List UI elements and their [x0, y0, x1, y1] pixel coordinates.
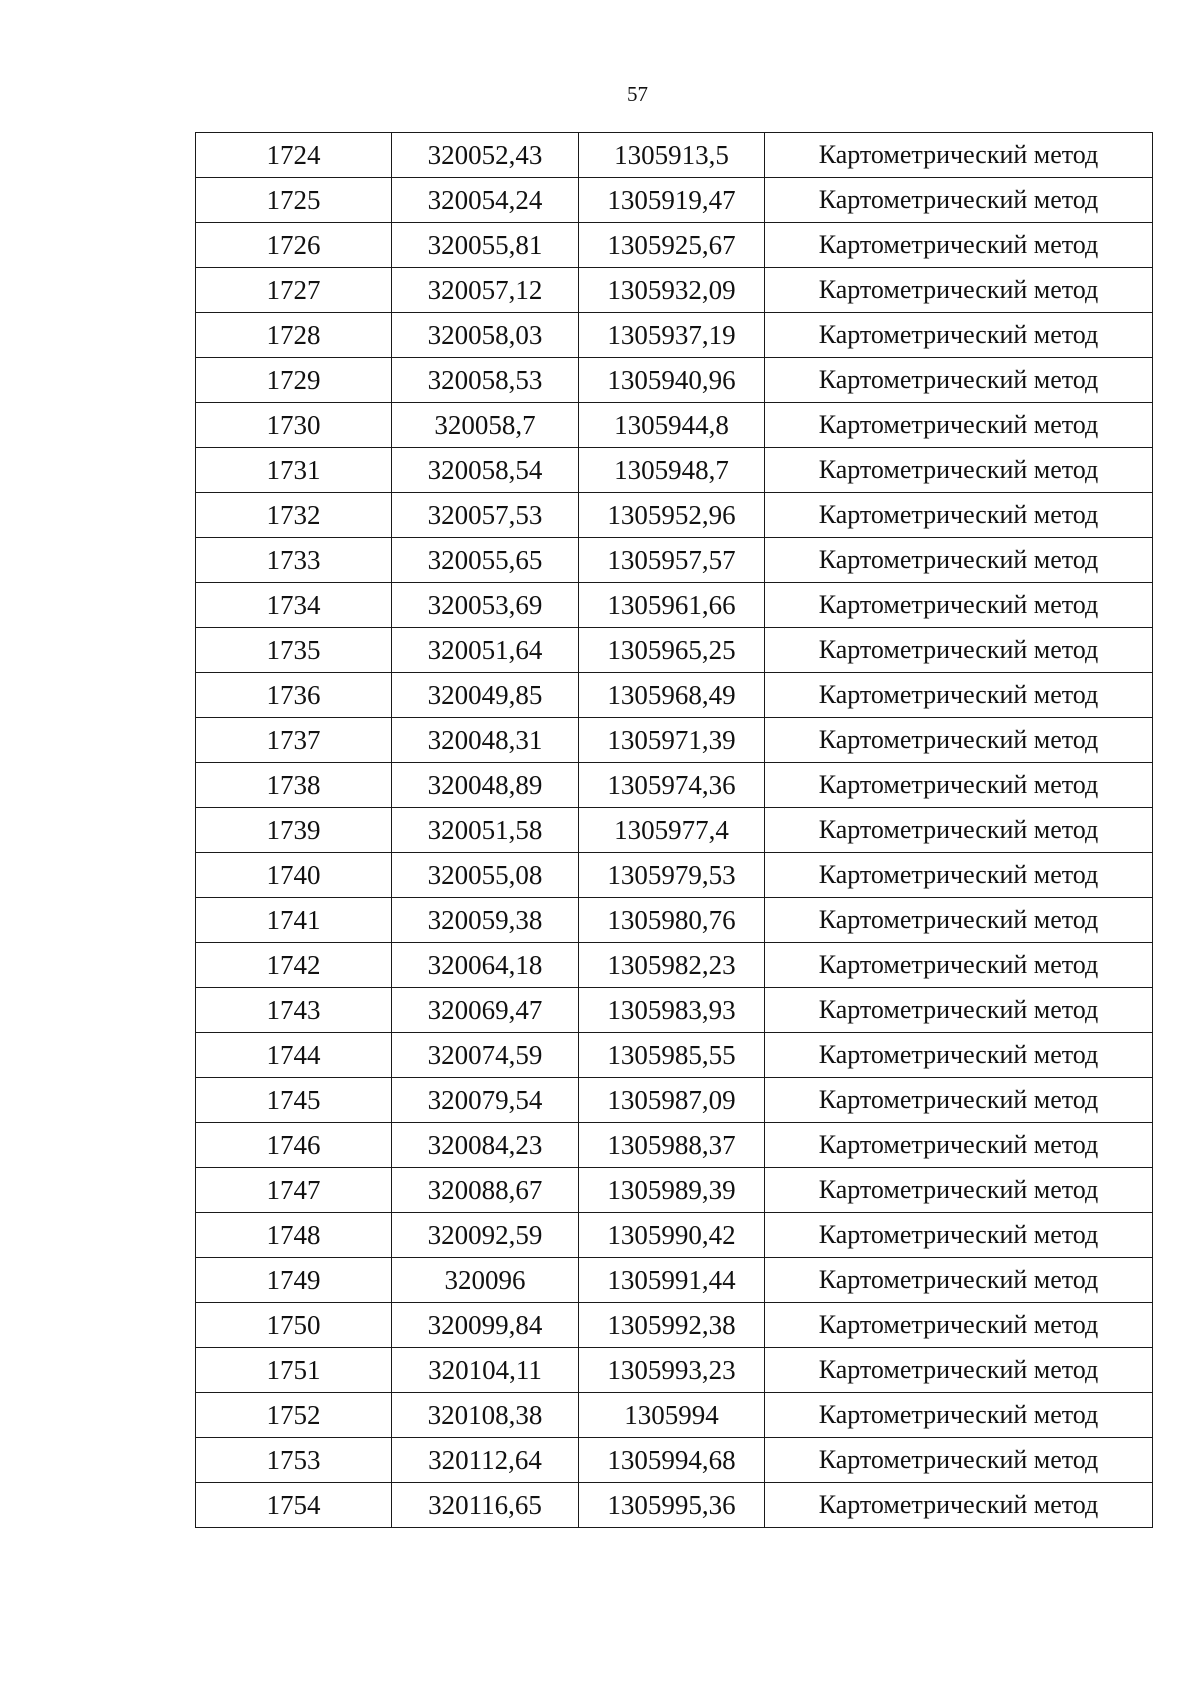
x-coordinate-cell: 320057,12	[392, 268, 579, 313]
method-cell: Картометрический метод	[765, 1078, 1153, 1123]
method-cell: Картометрический метод	[765, 178, 1153, 223]
point-number-cell: 1726	[196, 223, 392, 268]
point-number-cell: 1743	[196, 988, 392, 1033]
point-number-cell: 1750	[196, 1303, 392, 1348]
method-cell: Картометрический метод	[765, 673, 1153, 718]
table-row	[196, 898, 1153, 943]
table-row	[196, 178, 1153, 223]
method-cell: Картометрический метод	[765, 1213, 1153, 1258]
method-cell: Картометрический метод	[765, 1258, 1153, 1303]
method-cell: Картометрический метод	[765, 1168, 1153, 1213]
y-coordinate-cell: 1305952,96	[579, 493, 765, 538]
table-row	[196, 1438, 1153, 1483]
x-coordinate-cell: 320099,84	[392, 1303, 579, 1348]
y-coordinate-cell: 1305919,47	[579, 178, 765, 223]
y-coordinate-cell: 1305993,23	[579, 1348, 765, 1393]
point-number-cell: 1734	[196, 583, 392, 628]
x-coordinate-cell: 320058,7	[392, 403, 579, 448]
method-cell: Картометрический метод	[765, 763, 1153, 808]
point-number-cell: 1736	[196, 673, 392, 718]
method-cell: Картометрический метод	[765, 1303, 1153, 1348]
method-cell: Картометрический метод	[765, 1123, 1153, 1168]
y-coordinate-cell: 1305991,44	[579, 1258, 765, 1303]
table-row	[196, 1258, 1153, 1303]
point-number-cell: 1733	[196, 538, 392, 583]
point-number-cell: 1741	[196, 898, 392, 943]
point-number-cell: 1728	[196, 313, 392, 358]
table-row	[196, 943, 1153, 988]
point-number-cell: 1739	[196, 808, 392, 853]
point-number-cell: 1738	[196, 763, 392, 808]
x-coordinate-cell: 320096	[392, 1258, 579, 1303]
x-coordinate-cell: 320104,11	[392, 1348, 579, 1393]
point-number-cell: 1749	[196, 1258, 392, 1303]
x-coordinate-cell: 320059,38	[392, 898, 579, 943]
y-coordinate-cell: 1305925,67	[579, 223, 765, 268]
method-cell: Картометрический метод	[765, 313, 1153, 358]
table-row	[196, 268, 1153, 313]
point-number-cell: 1747	[196, 1168, 392, 1213]
method-cell: Картометрический метод	[765, 628, 1153, 673]
x-coordinate-cell: 320092,59	[392, 1213, 579, 1258]
table-row	[196, 853, 1153, 898]
y-coordinate-cell: 1305990,42	[579, 1213, 765, 1258]
table-row	[196, 673, 1153, 718]
y-coordinate-cell: 1305988,37	[579, 1123, 765, 1168]
y-coordinate-cell: 1305940,96	[579, 358, 765, 403]
y-coordinate-cell: 1305989,39	[579, 1168, 765, 1213]
y-coordinate-cell: 1305992,38	[579, 1303, 765, 1348]
x-coordinate-cell: 320058,53	[392, 358, 579, 403]
table-row	[196, 1033, 1153, 1078]
y-coordinate-cell: 1305979,53	[579, 853, 765, 898]
y-coordinate-cell: 1305913,5	[579, 133, 765, 178]
x-coordinate-cell: 320079,54	[392, 1078, 579, 1123]
page-number: 57	[627, 82, 648, 106]
table-row	[196, 358, 1153, 403]
table-row	[196, 538, 1153, 583]
x-coordinate-cell: 320069,47	[392, 988, 579, 1033]
y-coordinate-cell: 1305977,4	[579, 808, 765, 853]
method-cell: Картометрический метод	[765, 1438, 1153, 1483]
table-row	[196, 988, 1153, 1033]
x-coordinate-cell: 320055,08	[392, 853, 579, 898]
table-row	[196, 223, 1153, 268]
y-coordinate-cell: 1305982,23	[579, 943, 765, 988]
method-cell: Картометрический метод	[765, 403, 1153, 448]
table-row	[196, 628, 1153, 673]
y-coordinate-cell: 1305994	[579, 1393, 765, 1438]
point-number-cell: 1732	[196, 493, 392, 538]
y-coordinate-cell: 1305937,19	[579, 313, 765, 358]
point-number-cell: 1725	[196, 178, 392, 223]
method-cell: Картометрический метод	[765, 853, 1153, 898]
coordinates-table	[195, 132, 1153, 1528]
y-coordinate-cell: 1305983,93	[579, 988, 765, 1033]
y-coordinate-cell: 1305932,09	[579, 268, 765, 313]
y-coordinate-cell: 1305985,55	[579, 1033, 765, 1078]
table-row	[196, 493, 1153, 538]
method-cell: Картометрический метод	[765, 1348, 1153, 1393]
y-coordinate-cell: 1305968,49	[579, 673, 765, 718]
table-row	[196, 718, 1153, 763]
point-number-cell: 1746	[196, 1123, 392, 1168]
x-coordinate-cell: 320058,54	[392, 448, 579, 493]
method-cell: Картометрический метод	[765, 493, 1153, 538]
x-coordinate-cell: 320049,85	[392, 673, 579, 718]
method-cell: Картометрический метод	[765, 1483, 1153, 1528]
table-row	[196, 808, 1153, 853]
table-row	[196, 583, 1153, 628]
table-row	[196, 1168, 1153, 1213]
x-coordinate-cell: 320057,53	[392, 493, 579, 538]
x-coordinate-cell: 320048,31	[392, 718, 579, 763]
table-row	[196, 1348, 1153, 1393]
point-number-cell: 1752	[196, 1393, 392, 1438]
point-number-cell: 1754	[196, 1483, 392, 1528]
x-coordinate-cell: 320112,64	[392, 1438, 579, 1483]
point-number-cell: 1751	[196, 1348, 392, 1393]
method-cell: Картометрический метод	[765, 988, 1153, 1033]
x-coordinate-cell: 320074,59	[392, 1033, 579, 1078]
method-cell: Картометрический метод	[765, 223, 1153, 268]
y-coordinate-cell: 1305957,57	[579, 538, 765, 583]
point-number-cell: 1735	[196, 628, 392, 673]
method-cell: Картометрический метод	[765, 538, 1153, 583]
y-coordinate-cell: 1305995,36	[579, 1483, 765, 1528]
table-body	[196, 133, 1153, 1528]
method-cell: Картометрический метод	[765, 898, 1153, 943]
point-number-cell: 1729	[196, 358, 392, 403]
y-coordinate-cell: 1305974,36	[579, 763, 765, 808]
y-coordinate-cell: 1305980,76	[579, 898, 765, 943]
point-number-cell: 1748	[196, 1213, 392, 1258]
table-row	[196, 1393, 1153, 1438]
point-number-cell: 1730	[196, 403, 392, 448]
table-row	[196, 763, 1153, 808]
x-coordinate-cell: 320064,18	[392, 943, 579, 988]
point-number-cell: 1731	[196, 448, 392, 493]
method-cell: Картометрический метод	[765, 718, 1153, 763]
x-coordinate-cell: 320108,38	[392, 1393, 579, 1438]
x-coordinate-cell: 320048,89	[392, 763, 579, 808]
x-coordinate-cell: 320116,65	[392, 1483, 579, 1528]
table-row	[196, 1123, 1153, 1168]
x-coordinate-cell: 320053,69	[392, 583, 579, 628]
method-cell: Картометрический метод	[765, 1033, 1153, 1078]
y-coordinate-cell: 1305994,68	[579, 1438, 765, 1483]
y-coordinate-cell: 1305987,09	[579, 1078, 765, 1123]
table-row	[196, 313, 1153, 358]
table-row	[196, 133, 1153, 178]
y-coordinate-cell: 1305948,7	[579, 448, 765, 493]
table-row	[196, 1213, 1153, 1258]
point-number-cell: 1744	[196, 1033, 392, 1078]
method-cell: Картометрический метод	[765, 133, 1153, 178]
x-coordinate-cell: 320088,67	[392, 1168, 579, 1213]
point-number-cell: 1742	[196, 943, 392, 988]
method-cell: Картометрический метод	[765, 448, 1153, 493]
x-coordinate-cell: 320058,03	[392, 313, 579, 358]
method-cell: Картометрический метод	[765, 268, 1153, 313]
point-number-cell: 1753	[196, 1438, 392, 1483]
method-cell: Картометрический метод	[765, 358, 1153, 403]
x-coordinate-cell: 320051,64	[392, 628, 579, 673]
x-coordinate-cell: 320051,58	[392, 808, 579, 853]
y-coordinate-cell: 1305971,39	[579, 718, 765, 763]
x-coordinate-cell: 320054,24	[392, 178, 579, 223]
x-coordinate-cell: 320055,81	[392, 223, 579, 268]
point-number-cell: 1737	[196, 718, 392, 763]
method-cell: Картометрический метод	[765, 1393, 1153, 1438]
table-row	[196, 1483, 1153, 1528]
table-row	[196, 1303, 1153, 1348]
x-coordinate-cell: 320055,65	[392, 538, 579, 583]
point-number-cell: 1724	[196, 133, 392, 178]
point-number-cell: 1727	[196, 268, 392, 313]
x-coordinate-cell: 320052,43	[392, 133, 579, 178]
y-coordinate-cell: 1305961,66	[579, 583, 765, 628]
x-coordinate-cell: 320084,23	[392, 1123, 579, 1168]
y-coordinate-cell: 1305965,25	[579, 628, 765, 673]
method-cell: Картометрический метод	[765, 583, 1153, 628]
method-cell: Картометрический метод	[765, 808, 1153, 853]
y-coordinate-cell: 1305944,8	[579, 403, 765, 448]
table-row	[196, 403, 1153, 448]
point-number-cell: 1740	[196, 853, 392, 898]
point-number-cell: 1745	[196, 1078, 392, 1123]
method-cell: Картометрический метод	[765, 943, 1153, 988]
table-row	[196, 448, 1153, 493]
table-row	[196, 1078, 1153, 1123]
